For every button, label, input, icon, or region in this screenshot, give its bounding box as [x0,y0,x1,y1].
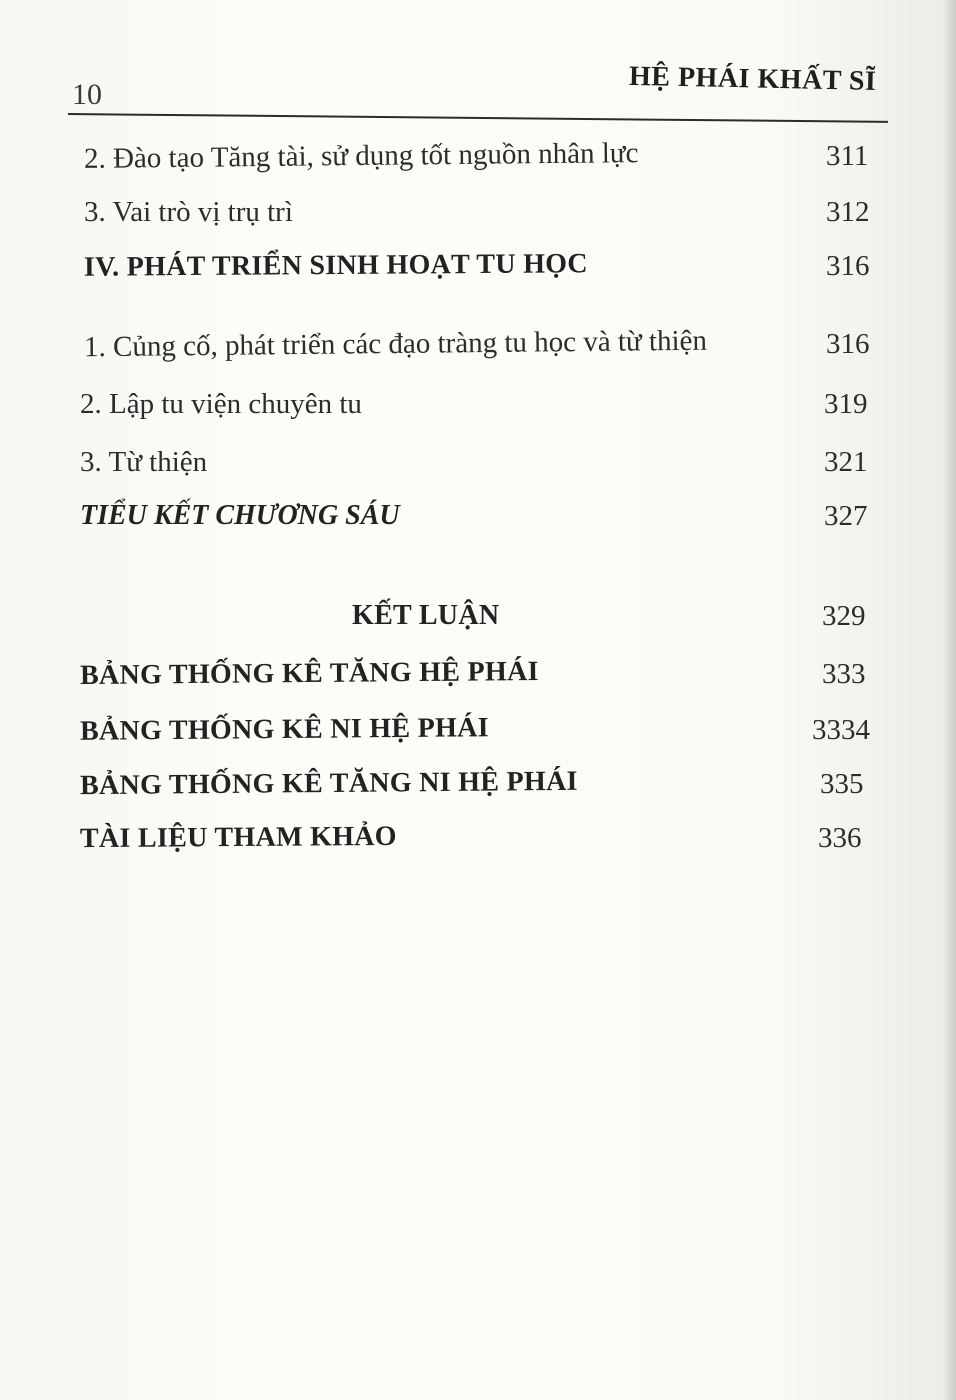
header-rule [68,113,888,123]
toc-entry-label: 1. Củng cố, phát triển các đạo tràng tu học và từ thiện [83,324,708,364]
toc-entry-page: 3334 [812,714,870,746]
toc-entry-label: 3. Vai trò vị trụ trì [84,196,293,228]
toc-appendix-entry [0,714,956,754]
toc-entry-page: 335 [820,768,864,800]
toc-entry-label: IV. PHÁT TRIỂN SINH HOẠT TU HỌC [83,248,588,283]
toc-entry-page: 336 [818,822,862,854]
toc-entry-label: BẢNG THỐNG KÊ TĂNG HỆ PHÁI [79,655,539,692]
toc-entry-label: BẢNG THỐNG KÊ NI HỆ PHÁI [79,712,489,747]
toc-appendix-entry [0,765,956,808]
toc-entry-page: 316 [826,250,870,282]
toc-chapter-summary [0,500,956,540]
toc-entry-label: TÀI LIỆU THAM KHẢO [79,820,397,855]
toc-entry-page: 321 [824,446,868,478]
toc-entry-label: 3. Từ thiện [80,446,208,478]
toc-entry-page: 316 [826,328,870,360]
toc-appendix-entry [0,655,956,698]
toc-entry-page: 329 [822,600,866,632]
toc-section-heading [0,250,956,290]
toc-entry-page: 333 [822,658,866,690]
toc-entry-page: 327 [824,500,868,532]
toc-entry [0,196,956,236]
toc-entry [0,324,956,368]
toc-entry [0,388,956,428]
toc-entry-label: 2. Đào tạo Tăng tài, sử dụng tốt nguồn nhân lực [83,137,639,175]
toc-entry-page: 311 [826,140,869,172]
toc-entry-label: TIỂU KẾT CHƯƠNG SÁU [80,500,400,531]
toc-entry-label: BẢNG THỐNG KÊ TĂNG NI HỆ PHÁI [79,765,578,802]
toc-conclusion [0,600,956,640]
toc-entry-page: 319 [824,388,868,420]
toc-entry-page: 312 [826,196,870,228]
toc-entry [0,446,956,486]
toc-entry-label: 2. Lập tu viện chuyên tu [80,388,362,420]
toc-entry [0,137,956,180]
toc-entry-label: KẾT LUẬN [352,600,500,631]
page-number: 10 [72,78,102,111]
running-title: HỆ PHÁI KHẤT SĨ [628,60,877,97]
toc-references [0,822,956,862]
